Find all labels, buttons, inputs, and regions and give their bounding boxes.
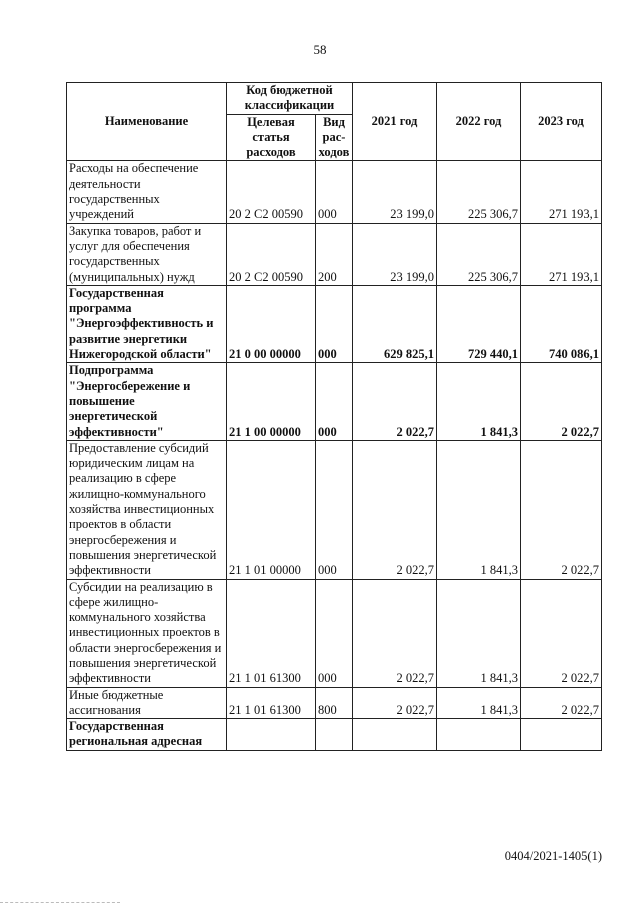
row-name: Иные бюджетные ассигнования xyxy=(67,687,227,719)
row-2022: 225 306,7 xyxy=(437,161,521,223)
row-2021: 2 022,7 xyxy=(353,363,437,440)
table-row xyxy=(67,223,602,285)
row-name: Субсидии на реализацию в сфере жилищно-коммунального хозяйства инвестиционных проектов в области энергосбережения и повышения энергетической эффективности xyxy=(67,579,227,687)
row-2021: 23 199,0 xyxy=(353,223,437,285)
row-type: 000 xyxy=(316,285,353,362)
row-2023: 2 022,7 xyxy=(521,579,602,687)
row-2021: 2 022,7 xyxy=(353,687,437,719)
row-2021 xyxy=(353,719,437,751)
row-code: 20 2 C2 00590 xyxy=(227,223,316,285)
table-row xyxy=(67,161,602,223)
footer-divider xyxy=(0,902,120,904)
row-type xyxy=(316,719,353,751)
table-row xyxy=(67,440,602,579)
row-2023: 271 193,1 xyxy=(521,223,602,285)
row-code: 21 1 01 61300 xyxy=(227,687,316,719)
row-code: 21 1 00 00000 xyxy=(227,363,316,440)
row-2023: 2 022,7 xyxy=(521,440,602,579)
header-2023: 2023 год xyxy=(521,83,602,161)
header-2021: 2021 год xyxy=(353,83,437,161)
table-row xyxy=(67,363,602,440)
row-name: Расходы на обеспечение деятельности государственных учреждений xyxy=(67,161,227,223)
row-2021: 2 022,7 xyxy=(353,440,437,579)
row-2022: 1 841,3 xyxy=(437,579,521,687)
header-target: Целевая статья расходов xyxy=(227,114,316,161)
row-type: 800 xyxy=(316,687,353,719)
row-2023 xyxy=(521,719,602,751)
row-type: 000 xyxy=(316,161,353,223)
row-code: 20 2 C2 00590 xyxy=(227,161,316,223)
row-code xyxy=(227,719,316,751)
row-2022 xyxy=(437,719,521,751)
row-2022: 1 841,3 xyxy=(437,440,521,579)
row-2021: 2 022,7 xyxy=(353,579,437,687)
row-2022: 1 841,3 xyxy=(437,363,521,440)
row-2023: 2 022,7 xyxy=(521,363,602,440)
row-2023: 271 193,1 xyxy=(521,161,602,223)
table-row xyxy=(67,719,602,751)
row-name: Государственная программа "Энергоэффективность и развитие энергетики Нижегородской области" xyxy=(67,285,227,362)
row-type: 000 xyxy=(316,440,353,579)
row-2021: 629 825,1 xyxy=(353,285,437,362)
row-name: Закупка товаров, работ и услуг для обеспечения государственных (муниципальных) нужд xyxy=(67,223,227,285)
row-code: 21 0 00 00000 xyxy=(227,285,316,362)
header-type: Вид рас-ходов xyxy=(316,114,353,161)
row-type: 200 xyxy=(316,223,353,285)
header-2022: 2022 год xyxy=(437,83,521,161)
table-row xyxy=(67,687,602,719)
document-code: 0404/2021-1405(1) xyxy=(504,849,602,863)
row-2021: 23 199,0 xyxy=(353,161,437,223)
page-number: 58 xyxy=(313,42,327,57)
header-kbk: Код бюджетной классификации xyxy=(227,83,353,115)
table-row xyxy=(67,285,602,362)
row-2022: 729 440,1 xyxy=(437,285,521,362)
row-type: 000 xyxy=(316,579,353,687)
row-2022: 1 841,3 xyxy=(437,687,521,719)
row-2022: 225 306,7 xyxy=(437,223,521,285)
budget-table xyxy=(66,82,602,751)
row-code: 21 1 01 00000 xyxy=(227,440,316,579)
row-name: Подпрограмма "Энергосбережение и повышение энергетической эффективности" xyxy=(67,363,227,440)
row-type: 000 xyxy=(316,363,353,440)
row-code: 21 1 01 61300 xyxy=(227,579,316,687)
table-row xyxy=(67,579,602,687)
row-2023: 2 022,7 xyxy=(521,687,602,719)
row-name: Государственная региональная адресная xyxy=(67,719,227,751)
row-name: Предоставление субсидий юридическим лицам на реализацию в сфере жилищно-коммунального хозяйства инвестиционных проектов в области энергосбережения и повышения энергетической эффективности xyxy=(67,440,227,579)
header-name: Наименование xyxy=(67,83,227,161)
row-2023: 740 086,1 xyxy=(521,285,602,362)
